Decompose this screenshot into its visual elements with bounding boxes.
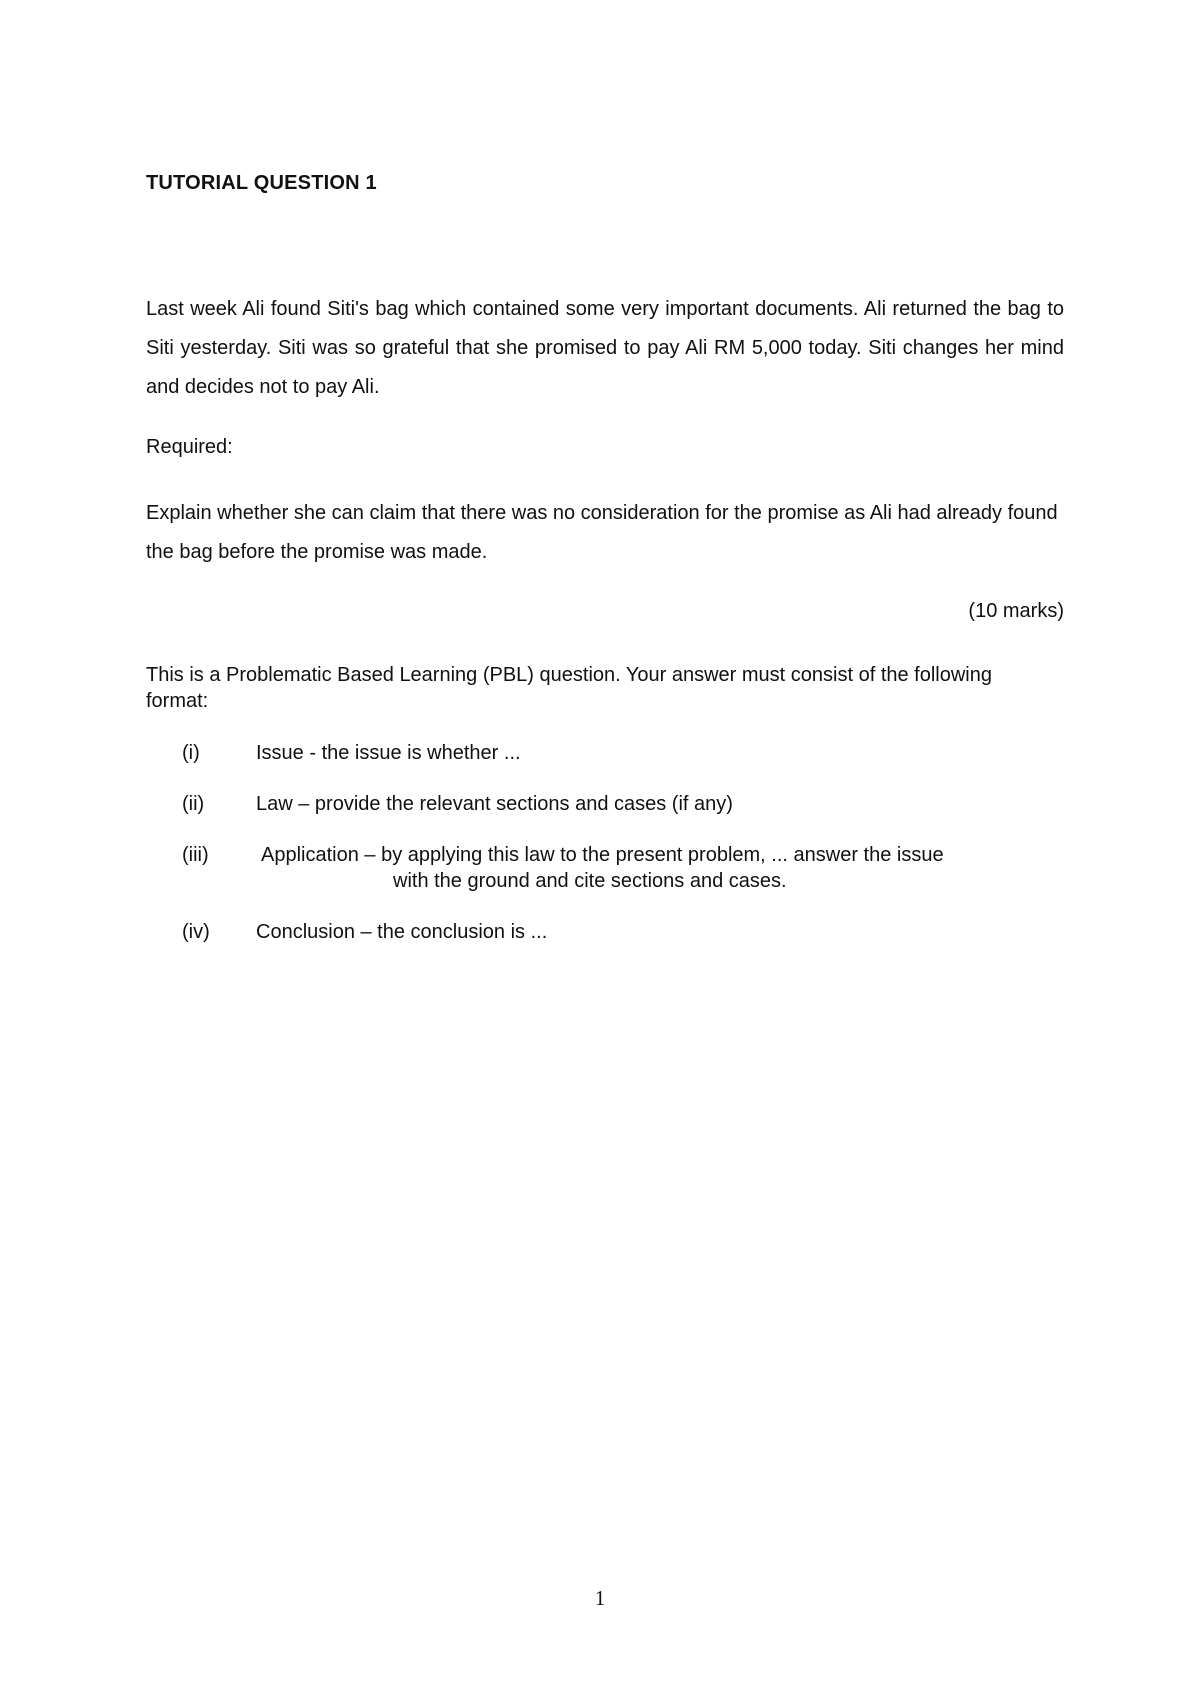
format-item-number: (iii) [182, 844, 209, 866]
required-label: Required: [146, 436, 233, 458]
format-item-text: Issue - the issue is whether ... [256, 742, 521, 764]
format-item-number: (iv) [182, 921, 210, 943]
question-paragraph: Explain whether she can claim that there was no consideration for the promise as Ali had already found the bag before the promise was made. [146, 502, 1058, 563]
marks-label: (10 marks) [968, 600, 1064, 622]
page-number: 1 [594, 1586, 606, 1610]
pbl-intro-paragraph: This is a Problematic Based Learning (PBL) question. Your answer must consist of the following format: [146, 664, 992, 712]
format-item-text: Conclusion – the conclusion is ... [256, 921, 548, 943]
format-item-number: (ii) [182, 793, 205, 815]
format-item-number: (i) [182, 742, 200, 764]
scenario-paragraph: Last week Ali found Siti's bag which contained some very important documents. Ali returned the bag to Siti yesterday. Siti was so grateful that she promised to pay Ali RM 5,000 today. Siti changes her mind and decides not to pay Ali. [146, 298, 1064, 398]
format-item-text: Application – by applying this law to the present problem, ... answer the issue [261, 844, 944, 866]
format-item-text: Law – provide the relevant sections and cases (if any) [256, 793, 733, 815]
page-title: TUTORIAL QUESTION 1 [146, 172, 377, 194]
format-item-text-continuation: with the ground and cite sections and cases. [393, 870, 787, 892]
